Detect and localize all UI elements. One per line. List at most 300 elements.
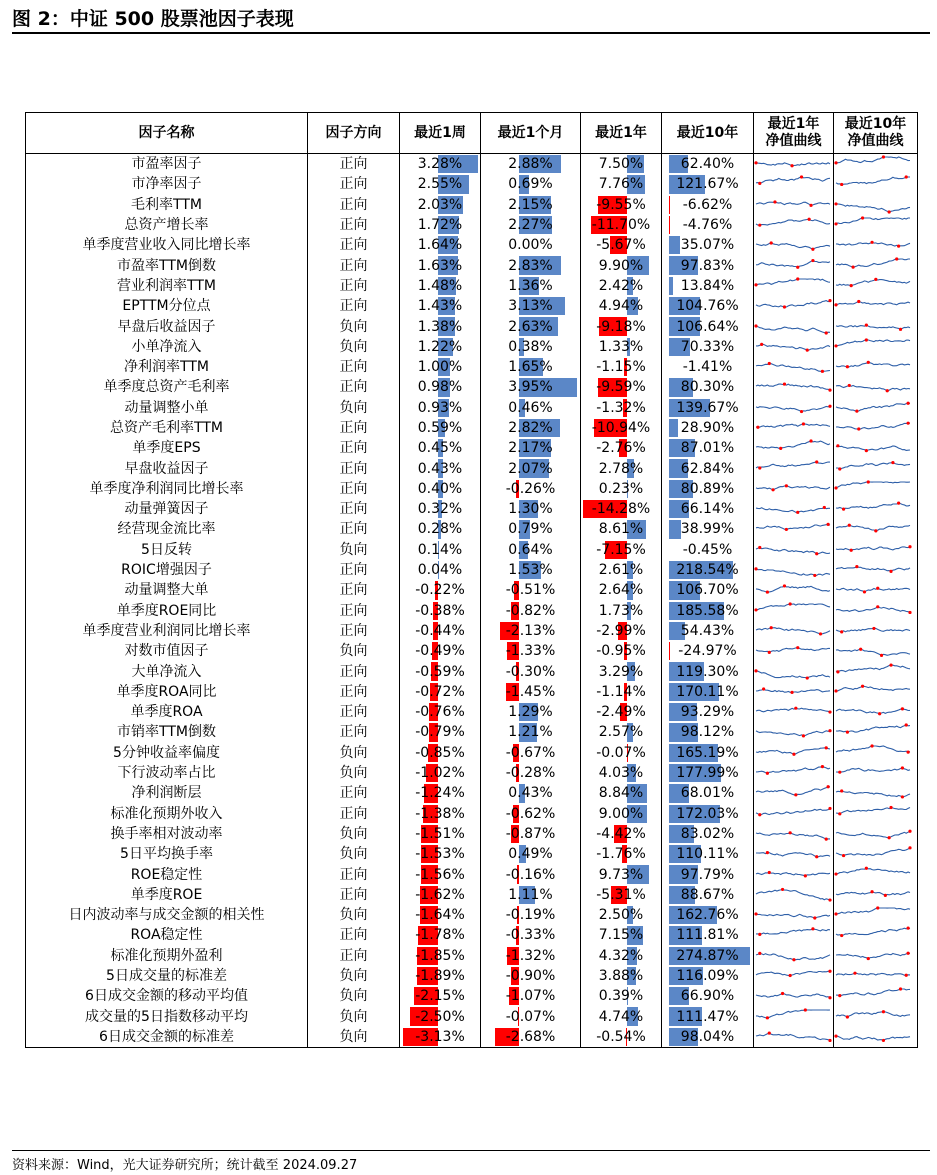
sparkline-path xyxy=(756,547,830,553)
cell-y1 xyxy=(581,763,662,783)
cell-m1 xyxy=(481,255,581,275)
cell-y1 xyxy=(581,946,662,966)
cell-m1 xyxy=(481,580,581,600)
cell-factor-name: 单季度营业收入同比增长率 xyxy=(26,235,308,255)
cell-y1 xyxy=(581,337,662,357)
sparkline-extreme-marker xyxy=(828,389,831,392)
sparkline-extreme-marker xyxy=(811,248,814,251)
cell-factor-name: 市净率因子 xyxy=(26,174,308,194)
cell-curve10y xyxy=(834,418,918,438)
cell-value: 119.30% xyxy=(676,663,739,680)
table-row xyxy=(26,215,918,235)
cell-value: 54.43% xyxy=(680,622,735,639)
cell-value: 0.69% xyxy=(508,176,553,193)
sparkline-extreme-marker xyxy=(840,790,843,793)
cell-value: 70.33% xyxy=(680,338,735,355)
cell-y1 xyxy=(581,864,662,884)
sparkline-extreme-marker xyxy=(804,1008,807,1011)
cell-factor-name: 5分钟收益率偏度 xyxy=(26,743,308,763)
cell-curve1y xyxy=(754,154,834,175)
cell-factor-name: 单季度EPS xyxy=(26,438,308,458)
sparkline-path xyxy=(836,768,910,772)
cell-curve10y xyxy=(834,458,918,478)
sparkline-extreme-marker xyxy=(897,502,900,505)
sparkline-path xyxy=(836,807,910,813)
sparkline-extreme-marker xyxy=(815,552,818,555)
sparkline-path xyxy=(756,364,830,372)
cell-curve1y xyxy=(754,864,834,884)
sparkline-extreme-marker xyxy=(838,771,841,774)
net-value-sparkline xyxy=(754,865,832,885)
sparkline-extreme-marker xyxy=(884,894,887,897)
sparkline-extreme-marker xyxy=(811,928,814,931)
net-value-sparkline xyxy=(834,844,912,864)
cell-value: -2.49% xyxy=(596,704,646,721)
net-value-sparkline xyxy=(754,560,832,580)
cell-y1 xyxy=(581,560,662,580)
sparkline-extreme-marker xyxy=(823,506,826,509)
cell-curve10y xyxy=(834,357,918,377)
net-value-sparkline xyxy=(754,621,832,641)
cell-curve1y xyxy=(754,661,834,681)
sparkline-extreme-marker xyxy=(850,284,853,287)
net-value-sparkline xyxy=(834,580,912,600)
cell-value: -6.62% xyxy=(682,196,733,213)
cell-direction: 负向 xyxy=(308,824,400,844)
cell-curve1y xyxy=(754,702,834,722)
cell-value: -1.41% xyxy=(682,359,733,376)
col-header-1y-curve: 最近1年 净值曲线 xyxy=(754,113,834,154)
sparkline-extreme-marker xyxy=(908,611,911,614)
sparkline-path xyxy=(836,567,910,572)
table-row xyxy=(26,337,918,357)
cell-value: -0.72% xyxy=(415,683,465,700)
cell-value: 8.61% xyxy=(598,521,644,538)
cell-m1 xyxy=(481,702,581,722)
sparkline-path xyxy=(836,665,910,672)
cell-y10 xyxy=(662,763,754,783)
cell-value: -2.99% xyxy=(596,622,646,639)
table-row xyxy=(26,601,918,621)
sparkline-path xyxy=(756,604,830,610)
cell-curve10y xyxy=(834,519,918,539)
cell-y1 xyxy=(581,235,662,255)
table-row xyxy=(26,560,918,580)
cell-curve10y xyxy=(834,641,918,661)
net-value-sparkline xyxy=(834,317,912,337)
cell-factor-name: 动量调整大单 xyxy=(26,580,308,600)
sparkline-extreme-marker xyxy=(796,646,799,649)
sparkline-extreme-marker xyxy=(865,449,868,452)
cell-value: -1.53% xyxy=(415,846,465,863)
sparkline-extreme-marker xyxy=(857,300,860,303)
cell-w1 xyxy=(400,986,481,1006)
cell-factor-name: 大单净流入 xyxy=(26,661,308,681)
cell-curve10y xyxy=(834,905,918,925)
table-row xyxy=(26,743,918,763)
sparkline-extreme-marker xyxy=(754,669,757,672)
cell-curve10y xyxy=(834,276,918,296)
cell-curve1y xyxy=(754,824,834,844)
net-value-sparkline xyxy=(834,804,912,824)
cell-value: -14.28% xyxy=(591,501,651,518)
sparkline-path xyxy=(836,908,910,914)
cell-y10 xyxy=(662,804,754,824)
sparkline-path xyxy=(756,628,830,634)
cell-value: 0.14% xyxy=(417,541,463,558)
sparkline-extreme-marker xyxy=(783,383,786,386)
net-value-sparkline xyxy=(754,1007,832,1027)
sparkline-path xyxy=(756,787,830,795)
cell-direction: 正向 xyxy=(308,499,400,519)
net-value-sparkline xyxy=(754,601,832,621)
cell-m1 xyxy=(481,499,581,519)
cell-y10 xyxy=(662,966,754,986)
sparkline-extreme-marker xyxy=(908,846,911,849)
sparkline-extreme-marker xyxy=(819,632,822,635)
cell-value: 2.64% xyxy=(598,582,644,599)
cell-w1 xyxy=(400,722,481,742)
sparkline-extreme-marker xyxy=(758,933,761,936)
cell-curve10y xyxy=(834,560,918,580)
cell-factor-name: ROE稳定性 xyxy=(26,864,308,884)
net-value-sparkline xyxy=(834,357,912,377)
cell-value: 88.67% xyxy=(680,886,735,903)
cell-curve1y xyxy=(754,519,834,539)
cell-value: 62.40% xyxy=(680,156,735,173)
cell-value: 62.84% xyxy=(680,460,735,477)
sparkline-extreme-marker xyxy=(907,422,910,425)
cell-curve1y xyxy=(754,377,834,397)
sparkline-extreme-marker xyxy=(828,970,831,973)
net-value-sparkline xyxy=(834,215,912,235)
net-value-sparkline xyxy=(834,438,912,458)
cell-value: -0.62% xyxy=(505,805,556,822)
sparkline-extreme-marker xyxy=(870,744,873,747)
cell-m1 xyxy=(481,722,581,742)
sparkline-extreme-marker xyxy=(821,370,824,373)
sparkline-path xyxy=(756,889,830,900)
sparkline-extreme-marker xyxy=(907,927,910,930)
sparkline-extreme-marker xyxy=(785,528,788,531)
cell-y10 xyxy=(662,844,754,864)
sparkline-extreme-marker xyxy=(804,874,807,877)
cell-y10 xyxy=(662,641,754,661)
cell-y1 xyxy=(581,580,662,600)
sparkline-extreme-marker xyxy=(808,218,811,221)
table-row xyxy=(26,905,918,925)
sparkline-extreme-marker xyxy=(815,855,818,858)
cell-value: -5.31% xyxy=(596,886,646,903)
sparkline-path xyxy=(836,831,910,837)
cell-curve10y xyxy=(834,661,918,681)
net-value-sparkline xyxy=(754,519,832,539)
cell-value: 111.81% xyxy=(676,927,739,944)
net-value-sparkline xyxy=(834,743,912,763)
cell-w1 xyxy=(400,174,481,194)
cell-m1 xyxy=(481,418,581,438)
cell-curve10y xyxy=(834,1006,918,1026)
cell-value: 80.89% xyxy=(680,480,735,497)
table-row xyxy=(26,235,918,255)
cell-value: 9.00% xyxy=(598,805,644,822)
cell-value: 1.65% xyxy=(508,359,553,376)
sparkline-path xyxy=(756,914,830,918)
cell-y1 xyxy=(581,601,662,621)
cell-y10 xyxy=(662,195,754,215)
cell-w1 xyxy=(400,215,481,235)
net-value-sparkline xyxy=(834,377,912,397)
cell-curve1y xyxy=(754,560,834,580)
cell-direction: 负向 xyxy=(308,337,400,357)
cell-m1 xyxy=(481,1006,581,1026)
cell-direction: 正向 xyxy=(308,174,400,194)
cell-curve1y xyxy=(754,946,834,966)
sparkline-path xyxy=(756,1033,830,1040)
net-value-sparkline xyxy=(754,702,832,722)
cell-value: 68.01% xyxy=(680,785,735,802)
cell-value: 0.23% xyxy=(598,480,644,497)
cell-y1 xyxy=(581,215,662,235)
sparkline-extreme-marker xyxy=(855,409,858,412)
cell-value: 1.30% xyxy=(508,501,553,518)
cell-w1 xyxy=(400,519,481,539)
sparkline-path xyxy=(836,589,910,593)
cell-curve10y xyxy=(834,763,918,783)
net-value-sparkline xyxy=(754,682,832,702)
cell-direction: 正向 xyxy=(308,215,400,235)
sparkline-extreme-marker xyxy=(876,587,879,590)
sparkline-extreme-marker xyxy=(771,488,774,491)
cell-curve10y xyxy=(834,398,918,418)
cell-y10 xyxy=(662,458,754,478)
sparkline-extreme-marker xyxy=(800,176,803,179)
net-value-sparkline xyxy=(834,783,912,803)
cell-direction: 正向 xyxy=(308,804,400,824)
sparkline-path xyxy=(836,302,910,305)
sparkline-extreme-marker xyxy=(908,545,911,548)
sparkline-path xyxy=(836,953,910,958)
cell-value: 2.88% xyxy=(508,156,553,173)
cell-factor-name: 市盈率TTM倒数 xyxy=(26,255,308,275)
sparkline-extreme-marker xyxy=(876,605,879,608)
net-value-sparkline xyxy=(754,763,832,783)
sparkline-extreme-marker xyxy=(880,654,883,657)
sparkline-path xyxy=(756,971,830,975)
cell-value: 4.03% xyxy=(598,765,644,782)
cell-curve1y xyxy=(754,621,834,641)
cell-m1 xyxy=(481,966,581,986)
cell-curve1y xyxy=(754,804,834,824)
sparkline-path xyxy=(836,259,910,267)
sparkline-path xyxy=(756,508,830,513)
sparkline-extreme-marker xyxy=(834,1034,837,1037)
cell-y1 xyxy=(581,357,662,377)
cell-value: -0.90% xyxy=(505,968,556,985)
cell-m1 xyxy=(481,885,581,905)
net-value-sparkline xyxy=(754,743,832,763)
net-value-sparkline xyxy=(834,885,912,905)
table-row xyxy=(26,458,918,478)
sparkline-extreme-marker xyxy=(828,1039,831,1042)
net-value-sparkline xyxy=(834,398,912,418)
sparkline-path xyxy=(836,709,910,714)
sparkline-extreme-marker xyxy=(901,796,904,799)
sparkline-extreme-marker xyxy=(781,992,784,995)
sparkline-extreme-marker xyxy=(836,444,839,447)
cell-value: -2.68% xyxy=(505,1028,556,1045)
sparkline-extreme-marker xyxy=(827,785,830,788)
net-value-sparkline xyxy=(754,256,832,276)
net-value-sparkline xyxy=(754,966,832,986)
sparkline-extreme-marker xyxy=(846,1015,849,1018)
cell-y1 xyxy=(581,438,662,458)
sparkline-extreme-marker xyxy=(760,343,763,346)
sparkline-extreme-marker xyxy=(828,996,831,999)
sparkline-extreme-marker xyxy=(846,731,849,734)
cell-curve1y xyxy=(754,276,834,296)
cell-m1 xyxy=(481,438,581,458)
cell-m1 xyxy=(481,641,581,661)
sparkline-extreme-marker xyxy=(762,687,765,690)
cell-value: -0.76% xyxy=(415,704,465,721)
cell-curve10y xyxy=(834,174,918,194)
cell-curve10y xyxy=(834,925,918,945)
cell-value: -1.62% xyxy=(415,886,465,903)
col-header-1-week: 最近1周 xyxy=(400,113,481,154)
table-row xyxy=(26,986,918,1006)
cell-w1 xyxy=(400,418,481,438)
sparkline-extreme-marker xyxy=(889,806,892,809)
table-row xyxy=(26,641,918,661)
table-row xyxy=(26,864,918,884)
sparkline-extreme-marker xyxy=(809,203,812,206)
sparkline-extreme-marker xyxy=(859,648,862,651)
cell-w1 xyxy=(400,580,481,600)
cell-m1 xyxy=(481,458,581,478)
cell-y1 xyxy=(581,540,662,560)
cell-value: -2.50% xyxy=(415,1008,465,1025)
cell-curve10y xyxy=(834,296,918,316)
cell-value: 98.04% xyxy=(680,1028,735,1045)
cell-value: -9.55% xyxy=(596,196,646,213)
cell-value: 116.09% xyxy=(676,968,739,985)
sparkline-extreme-marker xyxy=(754,324,757,327)
sparkline-extreme-marker xyxy=(895,257,898,260)
cell-m1 xyxy=(481,316,581,336)
sparkline-path xyxy=(756,326,830,333)
sparkline-extreme-marker xyxy=(783,306,786,309)
cell-value: 0.45% xyxy=(417,440,463,457)
net-value-sparkline xyxy=(754,235,832,255)
table-row xyxy=(26,255,918,275)
net-value-sparkline xyxy=(754,276,832,296)
sparkline-extreme-marker xyxy=(790,164,793,167)
cell-curve1y xyxy=(754,458,834,478)
table-row xyxy=(26,296,918,316)
cell-curve10y xyxy=(834,864,918,884)
cell-w1 xyxy=(400,276,481,296)
cell-value: 4.94% xyxy=(598,298,644,315)
cell-value: 0.79% xyxy=(508,521,553,538)
cell-curve10y xyxy=(834,743,918,763)
cell-direction: 正向 xyxy=(308,621,400,641)
cell-value: -1.78% xyxy=(415,927,465,944)
sparkline-path xyxy=(756,441,830,448)
sparkline-extreme-marker xyxy=(901,707,904,710)
cell-factor-name: 6日成交金额的移动平均值 xyxy=(26,986,308,1006)
cell-y10 xyxy=(662,418,754,438)
sparkline-extreme-marker xyxy=(815,460,818,463)
cell-curve1y xyxy=(754,601,834,621)
sparkline-extreme-marker xyxy=(792,958,795,961)
sparkline-path xyxy=(756,344,830,350)
positive-value-bar xyxy=(669,236,679,254)
net-value-sparkline xyxy=(834,1027,912,1047)
cell-value: -0.54% xyxy=(596,1028,646,1045)
cell-curve10y xyxy=(834,702,918,722)
cell-y10 xyxy=(662,621,754,641)
cell-factor-name: ROIC增强因子 xyxy=(26,560,308,580)
sparkline-extreme-marker xyxy=(770,626,773,629)
cell-factor-name: 对数市值因子 xyxy=(26,641,308,661)
cell-m1 xyxy=(481,763,581,783)
table-row xyxy=(26,1027,918,1048)
sparkline-path xyxy=(836,989,910,996)
cell-value: 0.00% xyxy=(508,237,553,254)
table-row xyxy=(26,702,918,722)
sparkline-path xyxy=(756,833,830,839)
cell-m1 xyxy=(481,925,581,945)
net-value-sparkline xyxy=(754,662,832,682)
cell-m1 xyxy=(481,337,581,357)
cell-y10 xyxy=(662,479,754,499)
cell-m1 xyxy=(481,235,581,255)
cell-direction: 负向 xyxy=(308,1027,400,1048)
cell-y10 xyxy=(662,276,754,296)
cell-direction: 负向 xyxy=(308,844,400,864)
net-value-sparkline xyxy=(754,296,832,316)
cell-curve10y xyxy=(834,844,918,864)
cell-y10 xyxy=(662,1006,754,1026)
sparkline-path xyxy=(756,177,830,183)
cell-w1 xyxy=(400,316,481,336)
sparkline-extreme-marker xyxy=(882,156,885,159)
sparkline-extreme-marker xyxy=(813,917,816,920)
sparkline-extreme-marker xyxy=(768,651,771,654)
cell-curve10y xyxy=(834,316,918,336)
table-row xyxy=(26,195,918,215)
cell-curve10y xyxy=(834,986,918,1006)
sparkline-extreme-marker xyxy=(768,870,771,873)
table-row xyxy=(26,377,918,397)
cell-factor-name: 标准化预期外收入 xyxy=(26,804,308,824)
sparkline-path xyxy=(836,526,910,532)
cell-w1 xyxy=(400,1027,481,1048)
cell-value: -0.16% xyxy=(505,866,556,883)
cell-y10 xyxy=(662,925,754,945)
cell-factor-name: 净利润率TTM xyxy=(26,357,308,377)
sparkline-extreme-marker xyxy=(766,851,769,854)
sparkline-extreme-marker xyxy=(756,426,759,429)
net-value-sparkline xyxy=(754,357,832,377)
cell-w1 xyxy=(400,337,481,357)
cell-factor-name: 总资产毛利率TTM xyxy=(26,418,308,438)
cell-curve1y xyxy=(754,195,834,215)
cell-y10 xyxy=(662,215,754,235)
cell-w1 xyxy=(400,540,481,560)
cell-curve10y xyxy=(834,154,918,175)
